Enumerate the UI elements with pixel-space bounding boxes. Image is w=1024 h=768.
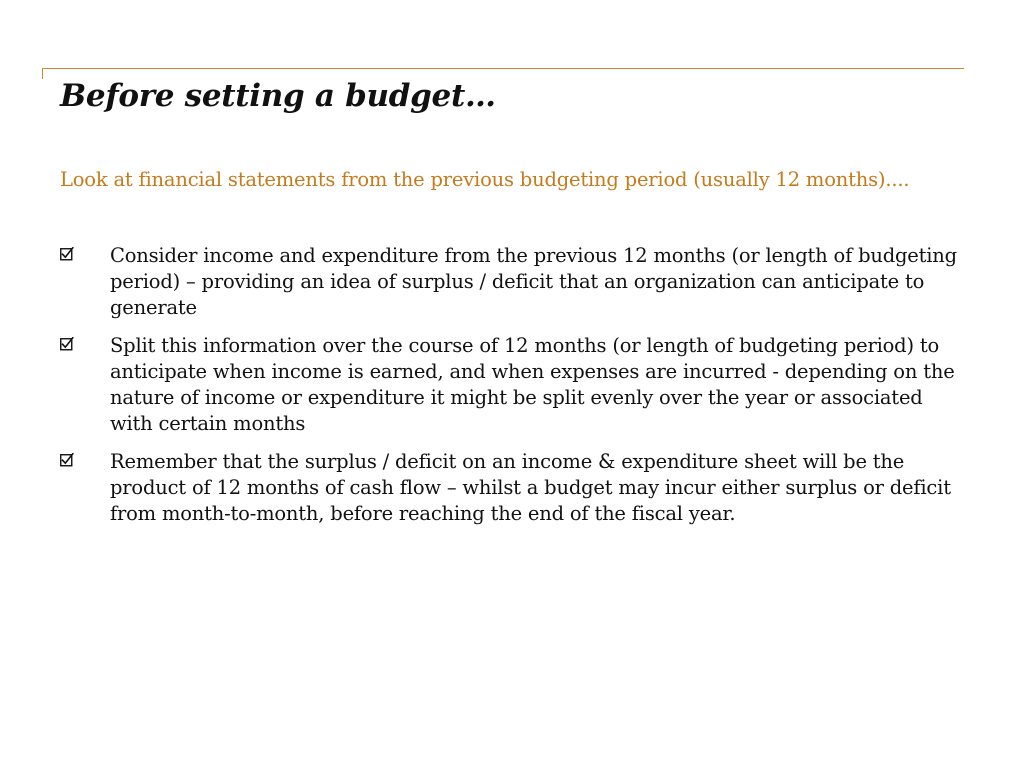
bullet-item (60, 333, 960, 437)
checkbox-checked-icon (60, 247, 74, 261)
bullet-text: Split this information over the course of 12 months (or length of budgeting period) to anticipate when income is earned, and when expenses are incurred - depending on the nature of income or expenditure it might be split evenly over the year or associated with certain months (110, 334, 955, 435)
bullet-list (60, 243, 960, 539)
bullet-item (60, 449, 960, 527)
header-rule-tick (42, 68, 43, 79)
slide-subtitle: Look at financial statements from the previous budgeting period (usually 12 months).... (60, 168, 910, 191)
slide-title: Before setting a budget… (60, 78, 496, 114)
bullet-item (60, 243, 960, 321)
bullet-text: Remember that the surplus / deficit on an income & expenditure sheet will be the product of 12 months of cash flow – whilst a budget may incur either surplus or deficit from month-to-month, before reaching the end of the fiscal year. (110, 450, 951, 525)
checkbox-checked-icon (60, 337, 74, 351)
header-rule (42, 68, 964, 69)
bullet-text: Consider income and expenditure from the previous 12 months (or length of budgeting period) – providing an idea of surplus / deficit that an organization can anticipate to generate (110, 244, 957, 319)
checkbox-checked-icon (60, 453, 74, 467)
